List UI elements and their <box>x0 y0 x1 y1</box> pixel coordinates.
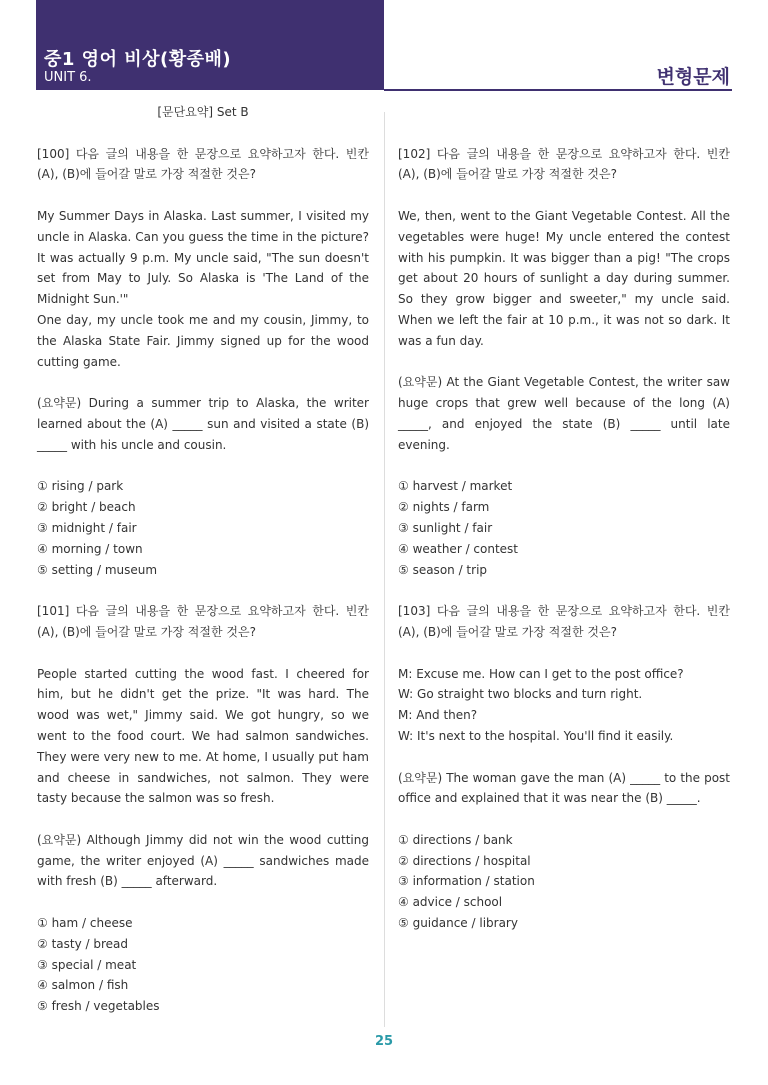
dialogue-line: M: And then? <box>398 708 478 723</box>
answer-option[interactable]: ④ morning / town <box>37 541 143 556</box>
q100-passage: One day, my uncle took me and my cousin, Jimmy, to the Alaska State Fair. Jimmy signed up for the wood cutting game. <box>37 312 369 369</box>
column-divider <box>384 112 385 1027</box>
q103-dialogue <box>398 664 730 747</box>
q100-prompt: [100] 다음 글의 내용을 한 문장으로 요약하고자 한다. 빈칸 (A), (B)에 들어갈 말로 가장 적절한 것은? <box>37 146 369 182</box>
q101-prompt: [101] 다음 글의 내용을 한 문장으로 요약하고자 한다. 빈칸 (A), (B)에 들어갈 말로 가장 적절한 것은? <box>37 604 369 639</box>
dialogue-line: M: Excuse me. How can I get to the post office? <box>398 666 684 681</box>
header-band <box>36 0 384 90</box>
q100-options <box>37 476 369 580</box>
q102-prompt: [102] 다음 글의 내용을 한 문장으로 요약하고자 한다. 빈칸 (A), (B)에 들어갈 말로 가장 적절한 것은? <box>398 146 730 182</box>
answer-option[interactable]: ④ advice / school <box>398 895 503 910</box>
answer-option[interactable]: ① rising / park <box>37 479 124 494</box>
answer-option[interactable]: ③ information / station <box>398 874 535 889</box>
answer-option[interactable]: ⑤ fresh / vegetables <box>37 999 160 1014</box>
page-number: 25 <box>374 1034 394 1049</box>
dialogue-line: W: Go straight two blocks and turn right. <box>398 687 643 702</box>
q102-summary: (요약문) At the Giant Vegetable Contest, the writer saw huge crops that grew well because of the long (A) _____, and enjoyed the state (B) _____ until late evening. <box>398 375 730 452</box>
q100-summary: (요약문) During a summer trip to Alaska, the writer learned about the (A) _____ sun and visited a state (B) _____ with his uncle and cousin. <box>37 396 369 452</box>
right-column <box>398 144 730 934</box>
answer-option[interactable]: ④ salmon / fish <box>37 978 129 993</box>
answer-option[interactable]: ③ sunlight / fair <box>398 520 493 535</box>
q102-options <box>398 476 730 580</box>
answer-option[interactable]: ⑤ setting / museum <box>37 562 158 577</box>
answer-option[interactable]: ④ weather / contest <box>398 541 519 556</box>
page-title: 중1 영어 비상(황종배) <box>44 49 232 70</box>
answer-option[interactable]: ② nights / farm <box>398 500 490 515</box>
answer-option[interactable]: ② bright / beach <box>37 500 136 515</box>
answer-option[interactable]: ① harvest / market <box>398 479 513 494</box>
q103-prompt: [103] 다음 글의 내용을 한 문장으로 요약하고자 한다. 빈칸 (A), (B)에 들어갈 말로 가장 적절한 것은? <box>398 604 730 639</box>
answer-option[interactable]: ⑤ season / trip <box>398 562 488 577</box>
answer-option[interactable]: ① directions / bank <box>398 832 513 847</box>
answer-option[interactable]: ② directions / hospital <box>398 853 531 868</box>
q103-options <box>398 830 730 934</box>
q103-summary: (요약문) The woman gave the man (A) _____ to the post office and explained that it was near the (B) _____. <box>398 770 730 806</box>
q101-passage: People started cutting the wood fast. I cheered for him, but he didn't get the prize. "It was hard. The wood was wet," Jimmy said. We got hungry, so we went to the food court. We had salmon sandwiches. They were very new to me. At home, I usually put ham and cheese in sandwiches, not salmon. They were tasty because the salmon was so fresh. <box>37 666 369 806</box>
answer-option[interactable]: ② tasty / bread <box>37 936 129 951</box>
section-label: [문단요약] Set B <box>157 105 249 119</box>
q102-passage: We, then, went to the Giant Vegetable Contest. All the vegetables were huge! My uncle entered the contest with his pumpkin. It was bigger than a pig! "The crops get about 20 hours of sunlight a day during summer. So they grow bigger and sweeter," my uncle said. When we left the fair at 10 p.m., it was not so dark. It was a fun day. <box>398 208 730 348</box>
unit-label: UNIT 6. <box>44 70 92 85</box>
answer-option[interactable]: ③ special / meat <box>37 957 137 972</box>
left-column <box>37 102 369 1017</box>
dialogue-line: W: It's next to the hospital. You'll find it easily. <box>398 728 674 743</box>
answer-option[interactable]: ① ham / cheese <box>37 916 133 931</box>
answer-option[interactable]: ⑤ guidance / library <box>398 916 518 931</box>
q101-summary: (요약문) Although Jimmy did not win the wood cutting game, the writer enjoyed (A) _____ sandwiches made with fresh (B) _____ afterward. <box>37 832 369 889</box>
header-rule <box>384 89 732 91</box>
q101-options <box>37 913 369 1017</box>
category-label: 변형문제 <box>656 66 730 88</box>
answer-option[interactable]: ③ midnight / fair <box>37 520 137 535</box>
q100-passage: My Summer Days in Alaska. Last summer, I visited my uncle in Alaska. Can you guess the time in the picture? It was actually 9 p.m. My uncle said, "The sun doesn't set from May to July. So Alaska is 'The Land of the Midnight Sun.'" <box>37 208 369 307</box>
